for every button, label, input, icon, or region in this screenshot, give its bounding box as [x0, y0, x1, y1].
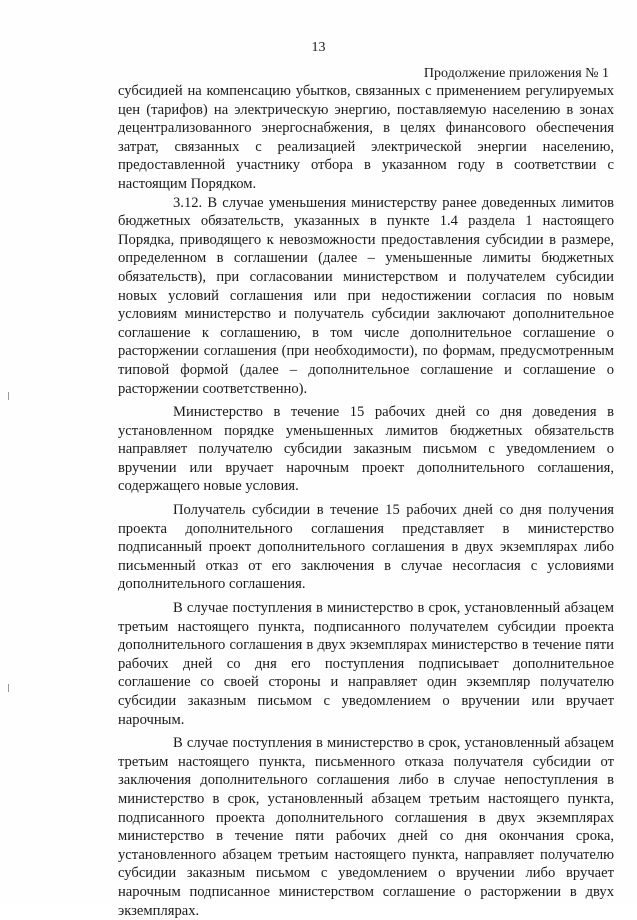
page-number: 13 [311, 40, 326, 55]
margin-scan-mark [8, 392, 9, 400]
paragraph-recipient-response: Получатель субсидии в течение 15 рабочих дней со дня получения проекта дополнительного соглашения представляет в министерство подписанный проект дополнительного соглашения в двух экземплярах либо письменный отказ от его заключения в случае несогласия с условиями дополнительного соглашения. [118, 502, 614, 593]
paragraph-signed-agreement: В случае поступления в министерство в срок, установленный абзацем третьим настоящего пункта, подписанного получателем субсидии проекта дополнительного соглашения в двух экземплярах министерство в течение пяти рабочих дней со дня его поступления подписывает дополнительное соглашение со своей стороны и направляет один экземпляр получателю субсидии заказным письмом с уведомлением о вручении или вручает нарочным. [118, 600, 614, 728]
margin-scan-mark [8, 684, 9, 692]
paragraph-clause-3-12: 3.12. В случае уменьшения министерству ранее доведенных лимитов бюджетных обязательств, указанных в пункте 1.4 раздела 1 настоящего Порядка, приводящего к невозможности предоставления субсидии в размере, определенном в соглашении (далее – уменьшенные лимиты бюджетных обязательств), при согласовании министерством и получателем субсидии новых условий соглашения или при недостижении согласия по новым условиям министерство и получатель субсидии заключают дополнительное соглашение к соглашению, в том числе дополнительное соглашение о расторжении соглашения (при необходимости), по формам, предусмотренным типовой формой (далее – дополнительное соглашение и соглашение о расторжении соответственно). [118, 194, 614, 397]
paragraph-ministry-notice: Министерство в течение 15 рабочих дней со дня доведения в установленном порядке уменьшенных лимитов бюджетных обязательств направляет получателю субсидии заказным письмом с уведомлением о вручении или вручает нарочным проект дополнительного соглашения, содержащего новые условия. [118, 404, 614, 495]
paragraph-continuation: субсидией на компенсацию убытков, связанных с применением регулируемых цен (тарифов) на электрическую энергию, поставляемую населению в зонах децентрализованного энергоснабжения, в целях финансового обеспечения затрат, связанных с реализацией электрической энергии населению, предоставленной участнику отбора в указанном году в соответствии с настоящим Порядком. [118, 83, 614, 192]
document-body [118, 82, 614, 920]
paragraph-refusal-termination: В случае поступления в министерство в срок, установленный абзацем третьим настоящего пункта, письменного отказа получателя субсидии от заключения дополнительного соглашения либо в случае непоступления в министерство в срок, установленный абзацем третьим настоящего пункта, подписанного проекта дополнительного соглашения в двух экземплярах министерство в течение пяти рабочих дней со дня окончания срока, установленного абзацем третьим настоящего пункта, направляет получателю субсидии заказным письмом с уведомлением о вручении либо вручает нарочным подписанное министерством соглашение о расторжении в двух экземплярах. [118, 735, 614, 919]
appendix-continuation-note: Продолжение приложения № 1 [423, 66, 609, 81]
